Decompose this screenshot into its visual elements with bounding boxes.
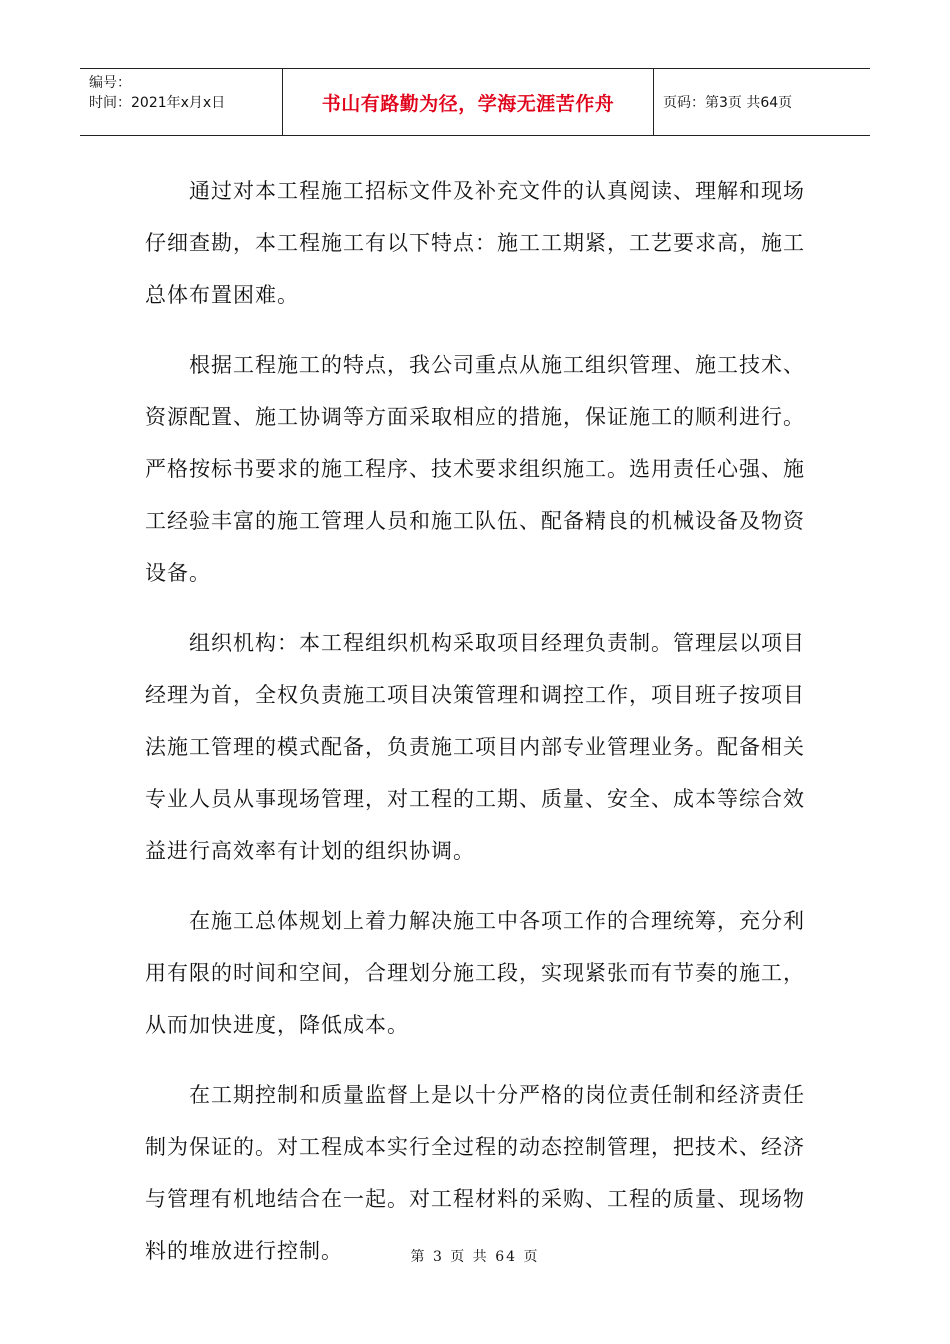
document-date: 时间：2021年x月x日 — [89, 95, 226, 111]
body-paragraph: 通过对本工程施工招标文件及补充文件的认真阅读、理解和现场仔细查勘，本工程施工有以下特点：施工工期紧，工艺要求高，施工总体布置困难。 — [145, 179, 805, 307]
header-meta-cell — [80, 69, 283, 135]
document-number-label: 编号： — [89, 75, 131, 91]
header-motto: 书山有路勤为径，学海无涯苦作舟 — [283, 69, 654, 135]
body-paragraph: 在施工总体规划上着力解决施工中各项工作的合理统筹，充分利用有限的时间和空间，合理划分施工段，实现紧张而有节奏的施工，从而加快进度，降低成本。 — [145, 909, 805, 1037]
body-paragraph: 根据工程施工的特点，我公司重点从施工组织管理、施工技术、资源配置、施工协调等方面采取相应的措施，保证施工的顺利进行。严格按标书要求的施工程序、技术要求组织施工。选用责任心强、施工经验丰富的施工管理人员和施工队伍、配备精良的机械设备及物资设备。 — [145, 353, 805, 585]
page-header — [80, 68, 870, 136]
body-paragraph: 组织机构：本工程组织机构采取项目经理负责制。管理层以项目经理为首，全权负责施工项目决策管理和调控工作，项目班子按项目法施工管理的模式配备，负责施工项目内部专业管理业务。配备相关专业人员从事现场管理，对工程的工期、质量、安全、成本等综合效益进行高效率有计划的组织协调。 — [145, 631, 805, 863]
header-page-info: 页码：第3页 共64页 — [663, 95, 793, 111]
document-body — [145, 165, 805, 1295]
page-footer: 第 3 页 共 64 页 — [410, 1249, 540, 1265]
body-paragraph: 在工期控制和质量监督上是以十分严格的岗位责任制和经济责任制为保证的。对工程成本实行全过程的动态控制管理，把技术、经济与管理有机地结合在一起。对工程材料的采购、工程的质量、现场物料的堆放进行控制。 — [145, 1083, 805, 1263]
